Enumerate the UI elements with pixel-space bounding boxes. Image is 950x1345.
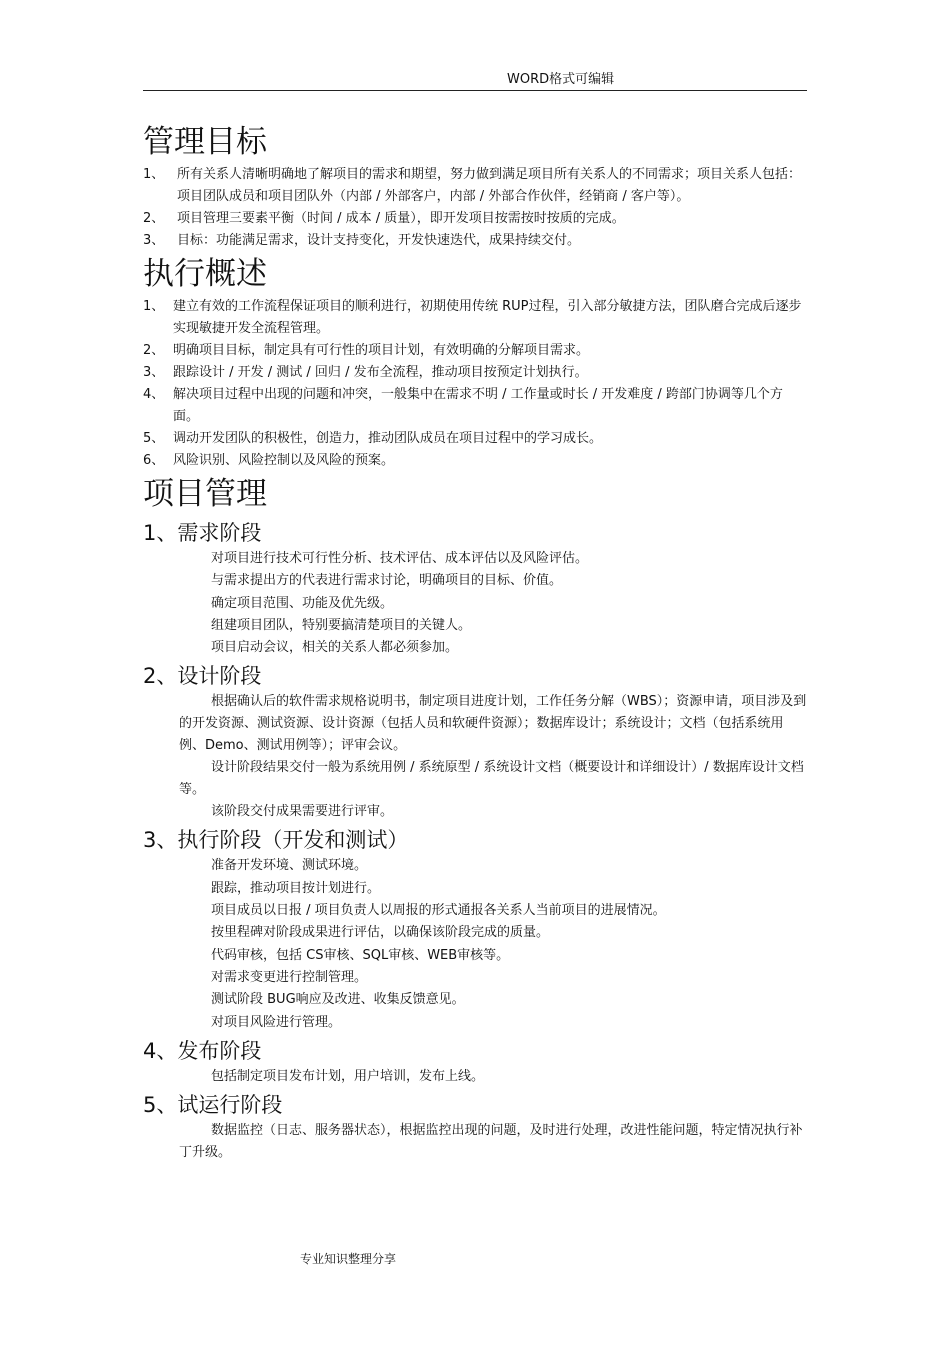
heading-phase-design: 2、设计阶段 xyxy=(143,664,262,689)
paragraph: 数据监控（日志、服务器状态），根据监控出现的问题，及时进行处理，改进性能问题，特定情况执行补丁升级。 xyxy=(179,1123,803,1161)
list-item: 项目成员以日报 / 项目负责人以周报的形式通报各关系人当前项目的进展情况。 xyxy=(211,903,666,919)
document-body xyxy=(143,120,807,1164)
list-item: 6、 风险识别、风险控制以及风险的预案。 xyxy=(143,453,395,468)
paragraph: 根据确认后的软件需求规格说明书，制定项目进度计划，工作任务分解（WBS）；资源申请，项目涉及到的开发资源、测试资源、设计资源（包括人员和软硬件资源）；数据库设计；系统设计；文档（包括系统用例、Demo、测试用例等）；评审会议。 xyxy=(179,694,807,754)
heading-phase-execution: 3、执行阶段（开发和测试） xyxy=(143,828,409,853)
heading-goals: 管理目标 xyxy=(143,124,267,160)
page-header xyxy=(143,68,807,91)
heading-phase-trial: 5、试运行阶段 xyxy=(143,1093,283,1118)
heading-phase-requirements: 1、需求阶段 xyxy=(143,521,262,545)
list-item: 4、 解决项目过程中出现的问题和冲突，一般集中在需求不明 / 工作量或时长 / 开发难度 / 跨部门协调等几个方面。 xyxy=(143,387,783,424)
list-item: 代码审核，包括 CS审核、SQL审核、WEB审核等。 xyxy=(211,947,510,963)
heading-phase-release: 4、发布阶段 xyxy=(143,1038,262,1063)
paragraph: 设计阶段结果交付一般为系统用例 / 系统原型 / 系统设计文档（概要设计和详细设计）/ 数据库设计文档等。 xyxy=(179,760,804,798)
list-item: 包括制定项目发布计划，用户培训，发布上线。 xyxy=(211,1068,485,1084)
list-item: 确定项目范围、功能及优先级。 xyxy=(211,595,394,611)
list-item: 对需求变更进行控制管理。 xyxy=(211,969,368,985)
header-text: WORD格式可编辑 xyxy=(507,72,615,87)
list-item: 按里程碑对阶段成果进行评估，以确保该阶段完成的质量。 xyxy=(211,925,550,941)
list-item: 准备开发环境、测试环境。 xyxy=(211,858,368,874)
list-item: 5、 调动开发团队的积极性，创造力，推动团队成员在项目过程中的学习成长。 xyxy=(143,431,603,446)
list-item: 2、 明确项目目标，制定具有可行性的项目计划，有效明确的分解项目需求。 xyxy=(143,343,590,358)
list-item: 1、 建立有效的工作流程保证项目的顺利进行，初期使用传统 RUP过程，引入部分敏捷方法，团队磨合完成后逐步实现敏捷开发全流程管理。 xyxy=(143,299,802,336)
list-item: 组建项目团队，特别要搞清楚项目的关键人。 xyxy=(211,617,472,633)
list-item: 对项目进行技术可行性分析、技术评估、成本评估以及风险评估。 xyxy=(211,551,589,566)
heading-overview: 执行概述 xyxy=(143,256,267,292)
heading-project-management: 项目管理 xyxy=(143,476,267,512)
list-item: 与需求提出方的代表进行需求讨论，明确项目的目标、价值。 xyxy=(211,573,563,589)
page-footer: 专业知识整理分享 xyxy=(300,1252,397,1266)
list-item: 对项目风险进行管理。 xyxy=(211,1014,342,1030)
list-item: 1、 所有关系人清晰明确地了解项目的需求和期望，努力做到满足项目所有关系人的不同需求；项目关系人包括：项目团队成员和项目团队外（内部 / 外部客户，内部 / 外部合作伙伴，经销商 / 客户等）。 xyxy=(143,167,802,204)
list-item: 测试阶段 BUG响应及改进、收集反馈意见。 xyxy=(211,992,465,1008)
goals-list xyxy=(143,164,807,252)
list-item: 3、 跟踪设计 / 开发 / 测试 / 回归 / 发布全流程，推动项目按预定计划执行。 xyxy=(143,365,588,380)
list-item: 项目启动会议，相关的关系人都必须参加。 xyxy=(211,640,459,656)
paragraph: 该阶段交付成果需要进行评审。 xyxy=(211,804,394,820)
list-item: 2、 项目管理三要素平衡（时间 / 成本 / 质量），即开发项目按需按时按质的完成。 xyxy=(143,211,625,226)
list-item: 3、 目标：功能满足需求，设计支持变化，开发快速迭代，成果持续交付。 xyxy=(143,233,581,248)
overview-list xyxy=(143,296,807,472)
list-item: 跟踪，推动项目按计划进行。 xyxy=(211,880,381,896)
